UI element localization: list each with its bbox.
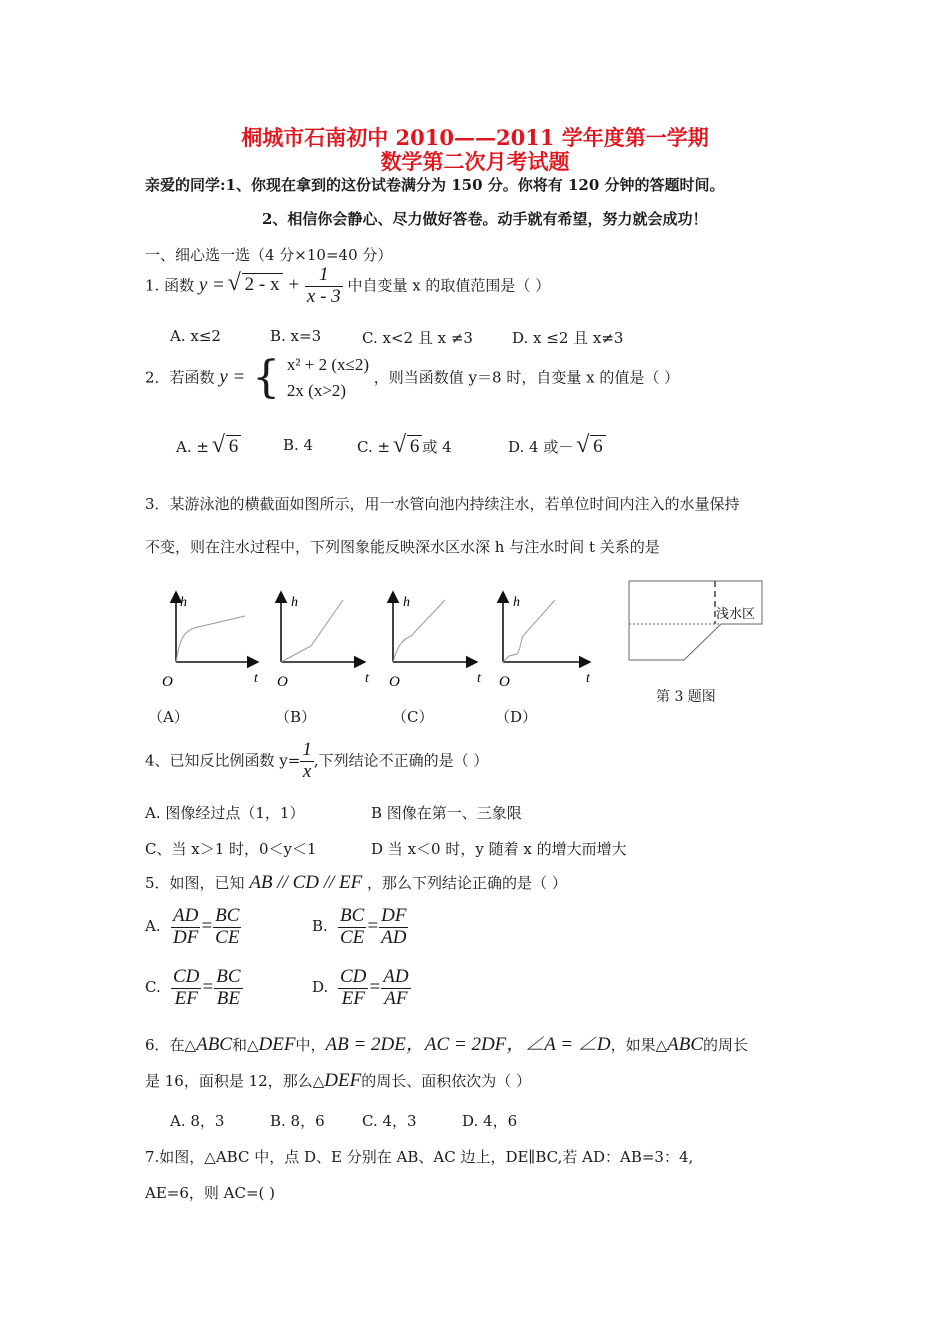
q4-suffix: ,下列结论不正确的是（ ） (313, 751, 489, 770)
q3-graphs (150, 578, 620, 698)
graph-c-t-label: t (477, 671, 481, 686)
graph-d-origin: O (499, 674, 510, 690)
q1-option-b: B. x=3 (270, 327, 322, 345)
q4-option-c: C、当 x＞1 时，0＜y＜1 (145, 840, 317, 858)
q2-cases: x² + 2 (x≤2) 2x (x>2) (286, 355, 369, 401)
graph-a-h-label: h (180, 595, 187, 610)
graph-d (499, 592, 591, 690)
q1-option-a: A. x≤2 (170, 327, 221, 345)
q5-option-d: D. $\frac{CD}{EF}$ = $\frac{AD}{AF}$ (312, 966, 409, 1009)
graph-d-h-label: h (513, 595, 520, 610)
graph-c (389, 592, 482, 690)
q1-sqrt: √ 2 - x (230, 274, 283, 296)
q6-line1: 6．在△ABC和△DEF中，AB = 2DE，AC = 2DF，∠A = ∠D，如果△ABC的周长 (145, 1034, 749, 1055)
graph-b (277, 592, 370, 690)
q5-option-c: C. $\frac{CD}{EF}$ = $\frac{BC}{BE}$ (145, 966, 241, 1009)
q2-option-b: B. 4 (283, 436, 314, 454)
graph-b-t-label: t (365, 671, 369, 686)
q2-option-d: D. 4 或－ √ 6 (508, 436, 606, 458)
q1-fraction: $\frac{1}{x - 3}$ (306, 264, 341, 307)
q1-plus: + (287, 274, 301, 296)
q6-line2: 是 16，面积是 12，那么△DEF的周长、面积依次为（ ） (145, 1070, 531, 1091)
intro-line1: 亲爱的同学:1、你现在拿到的这份试卷满分为 150 分。你将有 120 分钟的答题时间。 (145, 176, 725, 194)
q2-option-c: C. ± √ 6 或 4 (357, 436, 452, 458)
q4-fraction: $\frac{1}{x}$ (302, 739, 312, 782)
q5-condition: AB // CD // EF (249, 872, 363, 893)
q1-option-c: C. x<2 且 x ≠3 (362, 329, 473, 347)
q2-option-a: A. ± √ 6 (176, 436, 241, 458)
q4-prefix: 4、已知反比例函数 y= (145, 751, 301, 770)
section-heading: 一、细心选一选（4 分×10=40 分） (145, 246, 393, 264)
graph-d-label: （D） (495, 708, 538, 726)
q6-option-b: B. 8，6 (270, 1112, 325, 1130)
graph-c-origin: O (389, 674, 400, 690)
q5-option-b: B. $\frac{BC}{CE}$ = $\frac{DF}{AD}$ (312, 905, 407, 948)
q3-line2: 不变，则在注水过程中，下列图象能反映深水区水深 h 与注水时间 t 关系的是 (145, 538, 660, 556)
exam-title-line2: 数学第二次月考试题 (380, 149, 570, 174)
q5-option-a: A. $\frac{AD}{DF}$ = $\frac{BC}{CE}$ (145, 905, 240, 948)
question-5 (145, 872, 567, 894)
q4-option-d: D 当 x＜0 时，y 随着 x 的增大而增大 (371, 840, 627, 858)
graph-b-h-label: h (291, 595, 298, 610)
q1-suffix: 中自变量 x 的取值范围是（ ） (347, 276, 551, 295)
graph-c-h-label: h (403, 595, 410, 610)
q6-option-a: A. 8，3 (170, 1112, 225, 1130)
q6-option-d: D. 4，6 (462, 1112, 518, 1130)
q1-prefix: 1. 函数 (145, 276, 195, 295)
q7-line1: 7.如图，△ABC 中，点 D、E 分别在 AB、AC 边上，DE∥BC,若 AD：AB=3：4, (145, 1148, 694, 1166)
q2-prefix: 2．若函数 (145, 368, 215, 387)
figure-3-caption: 第 3 题图 (656, 689, 716, 705)
graph-a (162, 592, 259, 690)
question-1 (145, 265, 550, 308)
q4-option-a: A. 图像经过点（1，1） (145, 804, 305, 822)
graph-a-t-label: t (254, 671, 258, 686)
graph-b-label: （B） (275, 708, 317, 726)
q3-line1: 3．某游泳池的横截面如图所示，用一水管向池内持续注水，若单位时间内注入的水量保持 (145, 495, 740, 513)
q2-y: y = (219, 366, 246, 388)
question-2 (145, 352, 679, 405)
q7-line2: AE=6，则 AC=( ) (145, 1184, 276, 1202)
graph-c-label: （C） (392, 708, 434, 726)
q1-option-d: D. x ≤2 且 x≠3 (512, 329, 624, 347)
q5-suffix: ，那么下列结论正确的是（ ） (367, 874, 567, 892)
q2-suffix: ，则当函数值 y＝8 时，自变量 x 的值是（ ） (373, 368, 680, 387)
q2-brace: { (252, 352, 281, 404)
graph-d-t-label: t (586, 671, 590, 686)
graph-a-origin: O (162, 674, 173, 690)
exam-title-line1: 桐城市石南初中 2010——2011 学年度第一学期 (241, 125, 709, 150)
pool-diagram (626, 578, 766, 664)
q5-prefix: 5．如图，已知 (145, 874, 245, 892)
q6-option-c: C. 4，3 (362, 1112, 417, 1130)
intro-line2: 2、相信你会静心、尽力做好答卷。动手就有希望，努力就会成功！ (262, 210, 708, 228)
graph-a-label: （A） (148, 708, 189, 726)
question-4 (145, 740, 488, 783)
q4-option-b: B 图像在第一、三象限 (371, 804, 522, 822)
graph-b-origin: O (277, 674, 288, 690)
q1-y: y = (198, 274, 225, 296)
shallow-area-label: 浅水区 (716, 606, 756, 621)
